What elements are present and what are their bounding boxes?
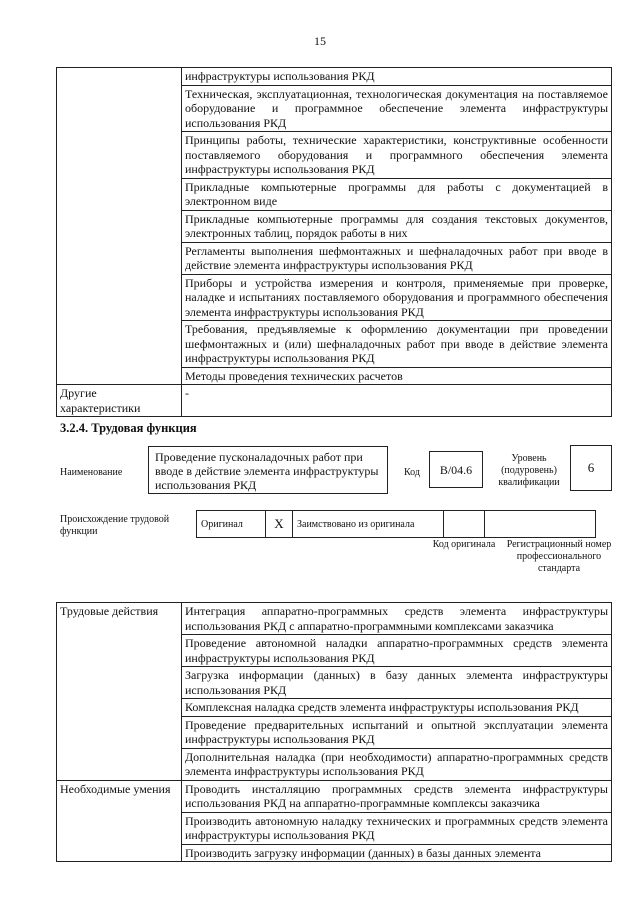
- labor-actions-table-body: [57, 603, 612, 862]
- table-row: [57, 780, 612, 812]
- labor-actions-table: [56, 602, 612, 862]
- function-name-label: Наименование: [60, 467, 123, 478]
- function-code-box: B/04.6: [429, 451, 483, 488]
- reg-number-cell: [485, 511, 596, 538]
- original-label: Оригинал: [197, 511, 266, 538]
- knowledge-table-body: [57, 68, 612, 417]
- row-item: Проведение автономной наладки аппаратно-программных средств элемента инфраструктуры использования РКД: [182, 635, 612, 667]
- table-row: [57, 385, 612, 417]
- row-item: инфраструктуры использования РКД: [182, 68, 612, 86]
- row-item: Проводить инсталляцию программных средств элемента инфраструктуры использования РКД на аппаратно-программные комплексы заказчика: [182, 780, 612, 812]
- row-label: Другие характеристики: [57, 385, 182, 417]
- row-item: Производить загрузку информации (данных) в базы данных элемента: [182, 844, 612, 862]
- row-item: -: [182, 385, 612, 417]
- row-item: Методы проведения технических расчетов: [182, 367, 612, 385]
- table-row: [57, 68, 612, 86]
- knowledge-table: [56, 67, 612, 417]
- reg-number-caption: Регистрационный номер профессионального стандарта: [506, 539, 612, 574]
- code-original-cell: [444, 511, 485, 538]
- section-heading: 3.2.4. Трудовая функция: [60, 421, 197, 435]
- row-item: Регламенты выполнения шефмонтажных и шефналадочных работ при вводе в действие элемента инфраструктуры использования РКД: [182, 242, 612, 274]
- qualification-level-label: Уровень (подуровень) квалификации: [498, 453, 560, 488]
- row-label: Трудовые действия: [57, 603, 182, 781]
- function-code-label: Код: [404, 467, 420, 478]
- function-origin-label: Происхождение трудовой функции: [60, 514, 170, 537]
- row-item: Производить автономную наладку технических и программных средств элемента инфраструктуры использования РКД: [182, 812, 612, 844]
- row-item: Интеграция аппаратно-программных средств элемента инфраструктуры использования РКД с аппаратно-программными комплексами заказчика: [182, 603, 612, 635]
- row-item: Прикладные компьютерные программы для работы с документацией в электронном виде: [182, 178, 612, 210]
- function-name-box: Проведение пусконаладочных работ при вводе в действие элемента инфраструктуры использования РКД: [148, 446, 388, 494]
- row-item: Техническая, эксплуатационная, технологическая документация на поставляемое оборудование и программное обеспечение элемента инфраструктуры использования РКД: [182, 85, 612, 132]
- original-mark: X: [266, 511, 293, 538]
- code-original-caption: Код оригинала: [432, 539, 496, 550]
- page-number: 15: [314, 34, 326, 48]
- row-item: Прикладные компьютерные программы для создания текстовых документов, электронных таблиц, порядок работы в них: [182, 210, 612, 242]
- origin-table: [196, 510, 596, 538]
- row-item: Приборы и устройства измерения и контроля, применяемые при проверке, наладке и испытаниях поставляемого оборудования и программного обеспечения элемента инфраструктуры использования РКД: [182, 274, 612, 321]
- row-item: Требования, предъявляемые к оформлению документации при проведении шефмонтажных и (или) шефналадочных работ при вводе в действие элемента инфраструктуры использования РКД: [182, 321, 612, 368]
- table-row: [57, 603, 612, 635]
- row-item: Принципы работы, технические характеристики, конструктивные особенности поставляемого оборудования и программного обеспечения элемента инфраструктуры использования РКД: [182, 132, 612, 179]
- row-item: Загрузка информации (данных) в базу данных элемента инфраструктуры использования РКД: [182, 667, 612, 699]
- borrowed-label: Заимствовано из оригинала: [293, 511, 444, 538]
- row-label: Необходимые умения: [57, 780, 182, 862]
- row-item: Комплексная наладка средств элемента инфраструктуры использования РКД: [182, 699, 612, 717]
- row-item: Проведение предварительных испытаний и опытной эксплуатации элемента инфраструктуры использования РКД: [182, 716, 612, 748]
- row-label: [57, 68, 182, 385]
- qualification-level-box: 6: [570, 445, 612, 491]
- row-item: Дополнительная наладка (при необходимости) аппаратно-программных средств элемента инфраструктуры использования РКД: [182, 748, 612, 780]
